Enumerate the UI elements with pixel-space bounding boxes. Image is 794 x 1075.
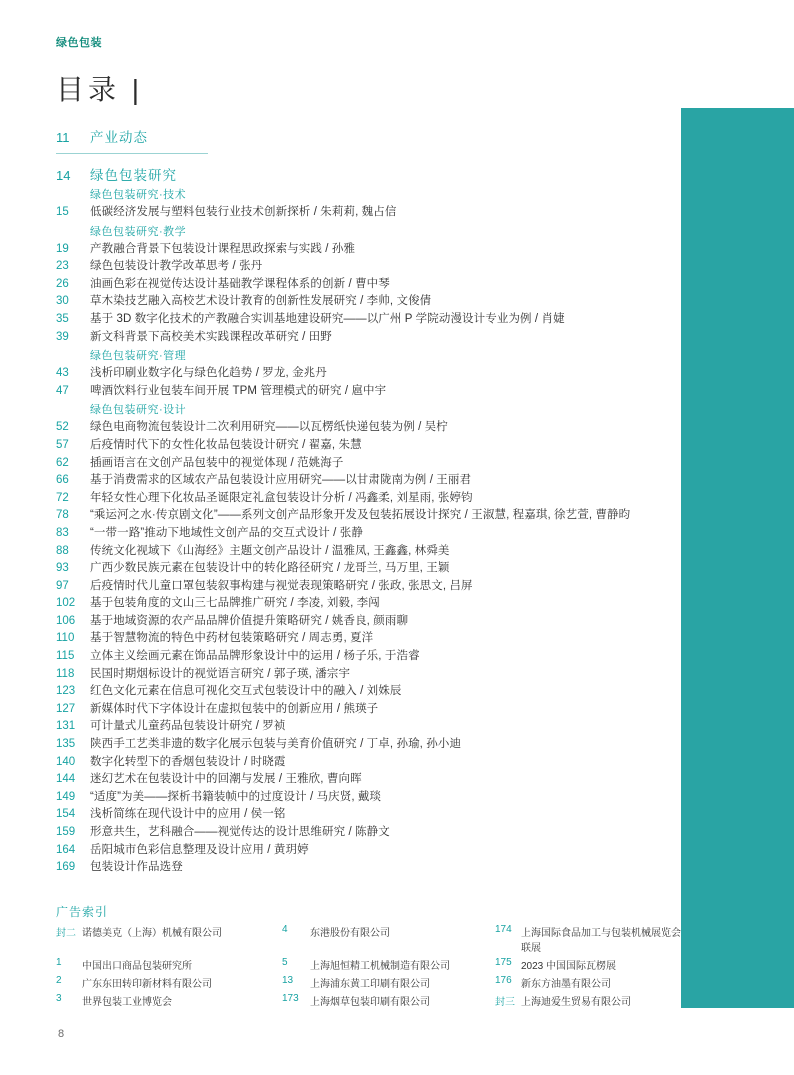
entry-page: 97 bbox=[56, 579, 69, 592]
toc-list bbox=[56, 126, 676, 877]
entry-page: 62 bbox=[56, 456, 69, 469]
entry-page: 135 bbox=[56, 738, 76, 751]
ad-page: 封三 bbox=[495, 997, 515, 1008]
entry-title: 浅析简练在现代设计中的应用 / 侯一铭 bbox=[90, 808, 286, 821]
entry-page: 118 bbox=[56, 667, 75, 680]
list-item[interactable] bbox=[56, 329, 676, 347]
entry-page: 19 bbox=[56, 242, 69, 255]
ad-company: 上海迪爱生贸易有限公司 bbox=[521, 997, 631, 1008]
page-title-text: 目录 bbox=[56, 74, 121, 105]
list-item[interactable] bbox=[56, 383, 676, 401]
section-label: 产业动态 bbox=[90, 130, 148, 145]
entry-title: 绿色包装设计教学改革思考 / 张丹 bbox=[90, 260, 263, 273]
ad-page: 13 bbox=[282, 975, 294, 986]
entry-page: 131 bbox=[56, 720, 76, 733]
list-item[interactable] bbox=[56, 578, 676, 596]
list-item[interactable] bbox=[56, 293, 676, 311]
list-item[interactable] bbox=[56, 595, 676, 613]
entry-title: 年轻女性心理下化妆品圣诞限定礼盒包装设计分析 / 冯鑫柔, 刘星雨, 张婷钧 bbox=[90, 491, 473, 504]
list-item[interactable] bbox=[56, 258, 676, 276]
entry-title: 草木染技艺融入高校艺术设计教育的创新性发展研究 / 李帅, 文俊倩 bbox=[90, 295, 432, 308]
entry-title: 基于消费需求的区域农产品包装设计应用研究——以甘肃陇南为例 / 王丽君 bbox=[90, 474, 472, 487]
list-item[interactable] bbox=[56, 241, 676, 259]
list-item[interactable] bbox=[56, 276, 676, 294]
list-item[interactable] bbox=[56, 683, 676, 701]
list-item[interactable] bbox=[56, 630, 676, 648]
ad-company: 世界包装工业博览会 bbox=[82, 997, 172, 1008]
entry-page: 47 bbox=[56, 384, 69, 397]
entry-title: 陕西手工艺类非遗的数字化展示包装与美育价值研究 / 丁卓, 孙瑜, 孙小迪 bbox=[90, 738, 462, 751]
page-title-bar: | bbox=[131, 74, 144, 105]
entry-page: 164 bbox=[56, 843, 76, 856]
list-item[interactable] bbox=[56, 718, 676, 736]
entry-page: 52 bbox=[56, 421, 69, 434]
entry-page: 144 bbox=[56, 773, 76, 786]
list-item[interactable] bbox=[56, 666, 676, 684]
entry-title: 立体主义绘画元素在饰品品牌形象设计中的运用 / 杨子乐, 于浩睿 bbox=[90, 650, 420, 663]
ad-page: 5 bbox=[282, 957, 288, 968]
entry-page: 15 bbox=[56, 206, 69, 218]
list-item[interactable] bbox=[56, 789, 676, 807]
section-label: 绿色包装研究 bbox=[90, 168, 177, 183]
entry-page: 127 bbox=[56, 702, 76, 715]
entry-page: 93 bbox=[56, 562, 69, 575]
logo-part2: 包装 bbox=[79, 37, 102, 49]
logo-part1: 绿色 bbox=[56, 37, 79, 49]
magazine-logo bbox=[56, 34, 102, 50]
ad-page: 2 bbox=[56, 975, 62, 986]
list-item[interactable] bbox=[56, 365, 676, 383]
entry-title: 新文科背景下高校美术实践课程改革研究 / 田野 bbox=[90, 330, 332, 343]
entry-title: 广西少数民族元素在包装设计中的转化路径研究 / 龙哥兰, 马万里, 王颖 bbox=[90, 562, 450, 575]
section-divider bbox=[56, 153, 208, 154]
entry-page: 83 bbox=[56, 526, 69, 539]
list-item[interactable] bbox=[56, 648, 676, 666]
ads-index-title: 广告索引 bbox=[56, 905, 109, 919]
entry-title: 基于地域资源的农产品品牌价值提升策略研究 / 姚香良, 颜雨聊 bbox=[90, 614, 409, 627]
entry-page: 66 bbox=[56, 474, 69, 487]
entry-title: 新媒体时代下字体设计在虚拟包装中的创新应用 / 熊瑛子 bbox=[90, 702, 379, 715]
list-item[interactable] bbox=[56, 490, 676, 508]
entry-page: 88 bbox=[56, 544, 69, 557]
entry-title: 民国时期烟标设计的视觉语言研究 / 郭子瑛, 潘宗宇 bbox=[90, 667, 351, 680]
entry-title: 包装设计作品选登 bbox=[90, 861, 183, 874]
subsection-design: 绿色包装研究·设计 bbox=[90, 404, 187, 417]
list-item[interactable] bbox=[56, 701, 676, 719]
page-number: 8 bbox=[58, 1028, 65, 1040]
entry-title: 红色文化元素在信息可视化交互式包装设计中的融入 / 刘姝辰 bbox=[90, 685, 402, 698]
entry-page: 159 bbox=[56, 826, 76, 838]
list-item[interactable] bbox=[56, 736, 676, 754]
entry-page: 23 bbox=[56, 260, 69, 273]
section-page-number: 11 bbox=[56, 130, 70, 145]
list-item[interactable] bbox=[56, 806, 676, 824]
entry-page: 26 bbox=[56, 277, 69, 290]
ad-company: 2023 中国国际瓦楞展 bbox=[521, 961, 617, 972]
entry-title: 可计量式儿童药品包装设计研究 / 罗祯 bbox=[90, 720, 286, 733]
entry-page: 169 bbox=[56, 861, 76, 874]
entry-page: 123 bbox=[56, 685, 76, 698]
list-item[interactable] bbox=[56, 824, 676, 842]
entry-title: 后疫情时代儿童口罩包装叙事构建与视觉表现策略研究 / 张政, 张思文, 吕屏 bbox=[90, 579, 473, 592]
ad-page: 173 bbox=[282, 993, 299, 1004]
entry-page: 115 bbox=[56, 650, 75, 663]
ads-index-table bbox=[56, 924, 681, 1008]
list-item[interactable] bbox=[56, 543, 676, 561]
ad-company: 上海旭恒精工机械制造有限公司 bbox=[310, 961, 450, 972]
entry-title: 迷幻艺术在包装设计中的回潮与发展 / 王雅欣, 曹向晖 bbox=[90, 773, 362, 786]
entry-title: “乘运河之水·传京剧文化”——系列文创产品形象开发及包装拓展设计探究 / 王淑慧, 程嘉琪, 徐艺萱, 曹静昀 bbox=[90, 509, 631, 522]
entry-title: 产教融合背景下包装设计课程思政探索与实践 / 孙雅 bbox=[90, 242, 356, 255]
toc-section-green-packaging[interactable] bbox=[56, 164, 676, 184]
ad-company: 东港股份有限公司 bbox=[310, 928, 390, 939]
entry-title: 数字化转型下的香烟包装设计 / 时晓霞 bbox=[90, 755, 286, 768]
list-item[interactable] bbox=[56, 419, 676, 437]
ad-page: 175 bbox=[495, 957, 512, 968]
entry-title: 基于包装角度的文山三七品牌推广研究 / 李凌, 刘毅, 李闯 bbox=[90, 597, 380, 610]
entry-page: 106 bbox=[56, 614, 76, 627]
page-title bbox=[56, 68, 143, 108]
entry-title: 基于 3D 数字化技术的产教融合实训基地建设研究——以广州 P 学院动漫设计专业为例 / 肖婕 bbox=[90, 312, 565, 325]
entry-page: 110 bbox=[56, 632, 75, 645]
list-item[interactable] bbox=[56, 859, 676, 877]
entry-page: 43 bbox=[56, 367, 69, 380]
subsection-tech: 绿色包装研究·技术 bbox=[90, 189, 187, 201]
section-page-number: 14 bbox=[56, 168, 71, 183]
ad-company: 上海浦东黄工印刷有限公司 bbox=[310, 979, 430, 990]
ad-company: 上海国际食品加工与包装机械展览会联展 bbox=[521, 928, 681, 954]
entry-title: 低碳经济发展与塑料包装行业技术创新探析 / 朱莉莉, 魏占信 bbox=[90, 206, 397, 218]
entry-page: 149 bbox=[56, 790, 76, 803]
list-item[interactable] bbox=[56, 525, 676, 543]
entry-title: “一带一路”推动下地域性文创产品的交互式设计 / 张静 bbox=[90, 526, 363, 539]
ad-page: 174 bbox=[495, 924, 512, 935]
ad-page: 176 bbox=[495, 975, 512, 986]
entry-page: 30 bbox=[56, 295, 69, 308]
ad-company: 中国出口商品包装研究所 bbox=[82, 961, 192, 972]
ad-page: 1 bbox=[56, 957, 62, 968]
ad-company: 上海烟草包装印刷有限公司 bbox=[310, 997, 430, 1008]
ad-company: 诺德美克（上海）机械有限公司 bbox=[82, 928, 222, 939]
entry-title: 浅析印刷业数字化与绿色化趋势 / 罗龙, 金兆丹 bbox=[90, 367, 327, 380]
list-item[interactable] bbox=[56, 842, 676, 860]
entry-title: 插画语言在文创产品包装中的视觉体现 / 范姚海子 bbox=[90, 456, 344, 469]
list-item[interactable] bbox=[56, 204, 676, 222]
entry-title: 传统文化视域下《山海经》主题文创产品设计 / 温雅凤, 王鑫鑫, 林舜美 bbox=[90, 544, 450, 557]
ad-page: 4 bbox=[282, 924, 288, 935]
list-item[interactable] bbox=[56, 437, 676, 455]
entry-page: 140 bbox=[56, 755, 76, 768]
entry-title: 绿色电商物流包装设计二次利用研究——以瓦楞纸快递包装为例 / 吴柠 bbox=[90, 421, 448, 434]
entry-title: “适度”为美——探析书籍装帧中的过度设计 / 马庆贤, 戴琰 bbox=[90, 790, 382, 803]
list-item[interactable] bbox=[56, 560, 676, 578]
ad-company: 广东东田转印新材料有限公司 bbox=[82, 979, 212, 990]
list-item[interactable] bbox=[56, 771, 676, 789]
toc-section-industry[interactable] bbox=[56, 126, 676, 146]
entry-page: 35 bbox=[56, 312, 69, 325]
entry-title: 啤酒饮料行业包装车间开展 TPM 管理模式的研究 / 扈中宇 bbox=[90, 384, 387, 397]
list-item[interactable] bbox=[56, 455, 676, 473]
list-item[interactable] bbox=[56, 472, 676, 490]
entry-title: 基于智慧物流的特色中药材包装策略研究 / 周志勇, 夏洋 bbox=[90, 632, 374, 645]
decorative-teal-block bbox=[681, 108, 794, 1008]
list-item[interactable] bbox=[56, 311, 676, 329]
entry-title: 油画色彩在视觉传达设计基础教学课程体系的创新 / 曹中琴 bbox=[90, 277, 390, 290]
entry-page: 102 bbox=[56, 597, 76, 610]
list-item[interactable] bbox=[56, 754, 676, 772]
entry-title: 岳阳城市色彩信息整理及设计应用 / 黄玥婷 bbox=[90, 843, 309, 856]
ad-company: 新东方油墨有限公司 bbox=[521, 979, 611, 990]
entry-title: 形意共生，艺科融合——视觉传达的设计思维研究 / 陈静文 bbox=[90, 826, 390, 838]
entry-page: 39 bbox=[56, 330, 69, 343]
entry-page: 57 bbox=[56, 438, 69, 451]
subsection-management: 绿色包装研究·管理 bbox=[90, 350, 187, 363]
ad-page: 3 bbox=[56, 993, 62, 1004]
entry-title: 后疫情时代下的女性化妆品包装设计研究 / 翟嘉, 朱慧 bbox=[90, 438, 362, 451]
entry-page: 72 bbox=[56, 491, 69, 504]
subsection-teaching: 绿色包装研究·教学 bbox=[90, 225, 187, 238]
list-item[interactable] bbox=[56, 507, 676, 525]
list-item[interactable] bbox=[56, 613, 676, 631]
ad-page: 封二 bbox=[56, 928, 76, 939]
entry-page: 154 bbox=[56, 808, 76, 821]
entry-page: 78 bbox=[56, 509, 69, 522]
